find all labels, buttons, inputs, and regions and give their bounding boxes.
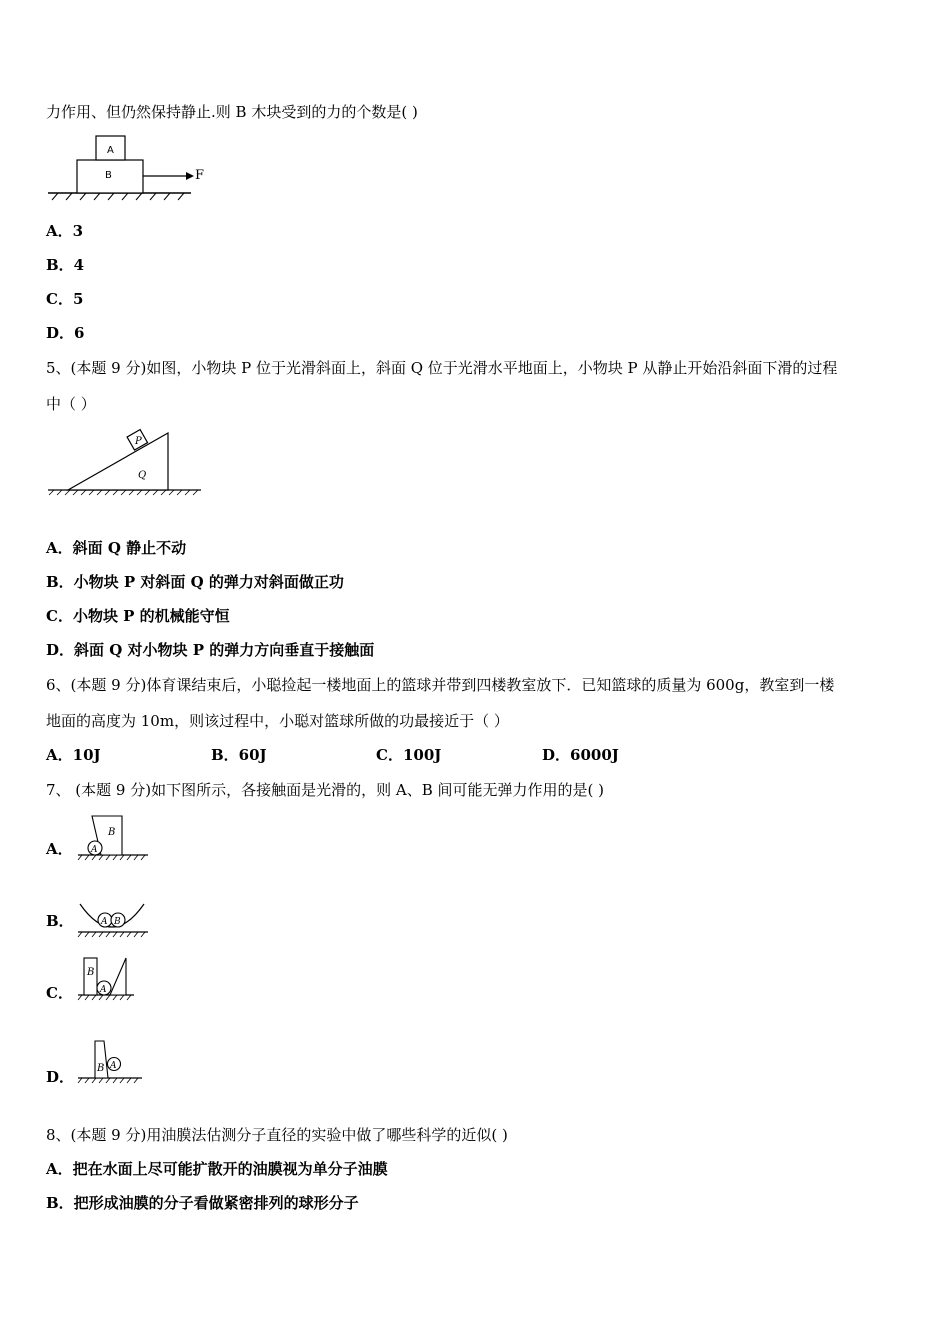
q7-figure-c <box>76 955 136 1005</box>
block-b-label: B <box>105 170 112 181</box>
ball-a-label: A <box>100 985 107 995</box>
ground-hatching <box>52 193 184 200</box>
force-label: F <box>195 168 205 183</box>
incline-q-label: Q <box>138 470 147 481</box>
ground-hatching <box>49 490 198 495</box>
ball-a-label: A <box>91 845 98 855</box>
q4-figure <box>46 132 216 202</box>
q4-option-c: C．5 <box>46 290 84 308</box>
q6-stem-line1: 6、(本题 9 分)体育课结束后，小聪捡起一楼地面上的篮球并带到四楼教室放下．已知篮球的质量为 600g，教室到一楼 <box>46 676 835 694</box>
q5-stem-line2: 中（ ） <box>46 395 96 413</box>
q6-option-a: A．10J <box>46 746 101 764</box>
block-a-label: A <box>107 145 114 156</box>
q8-stem: 8、(本题 9 分)用油膜法估测分子直径的实验中做了哪些科学的近似( ) <box>46 1126 508 1144</box>
q6-stem-line2: 地面的高度为 10m，则该过程中，小聪对篮球所做的功最接近于（ ） <box>46 712 509 730</box>
q4-stem: 力作用、但仍然保持静止.则 B 木块受到的力的个数是( ) <box>46 103 418 121</box>
incline-q <box>68 433 168 490</box>
q8-option-b: B．把形成油膜的分子看做紧密排列的球形分子 <box>46 1194 359 1212</box>
wedge <box>110 958 126 995</box>
q6-option-c: C．100J <box>376 746 442 764</box>
block-b-label: B <box>97 1063 105 1074</box>
q5-option-d: D．斜面 Q 对小物块 P 的弹力方向垂直于接触面 <box>46 641 375 659</box>
q4-option-d: D．6 <box>46 324 85 342</box>
q5-option-a: A．斜面 Q 静止不动 <box>46 539 187 557</box>
q7-figure-a <box>76 813 150 863</box>
q7-option-c: C． <box>46 984 73 1002</box>
q6-option-d: D．6000J <box>542 746 619 764</box>
block-p-label: P <box>135 436 142 447</box>
q5-figure <box>46 424 206 502</box>
q7-option-b: B． <box>46 912 74 930</box>
block-b-label: B <box>108 827 116 838</box>
q5-stem-line1: 5、(本题 9 分)如图，小物块 P 位于光滑斜面上，斜面 Q 位于光滑水平地面上，小物块 P 从静止开始沿斜面下滑的过程 <box>46 359 838 377</box>
q7-option-a: A． <box>46 840 73 858</box>
q5-option-c: C．小物块 P 的机械能守恒 <box>46 607 230 625</box>
q5-option-b: B．小物块 P 对斜面 Q 的弹力对斜面做正功 <box>46 573 344 591</box>
q4-option-b: B．4 <box>46 256 85 274</box>
q4-option-a: A．3 <box>46 222 84 240</box>
ball-a-label: A <box>101 917 108 927</box>
q6-option-b: B．60J <box>211 746 267 764</box>
ball-b-label: B <box>114 917 121 927</box>
q8-option-a: A．把在水面上尽可能扩散开的油膜视为单分子油膜 <box>46 1160 388 1178</box>
q7-option-d: D． <box>46 1068 75 1086</box>
q7-figure-b <box>76 900 150 940</box>
q7-stem: 7、 (本题 9 分)如下图所示，各接触面是光滑的，则 A、B 间可能无弹力作用的是( ) <box>46 781 604 799</box>
ball-a-label: A <box>110 1061 117 1071</box>
block-b-label: B <box>87 967 95 978</box>
q7-figure-d <box>76 1037 144 1087</box>
q6-options <box>46 745 746 765</box>
